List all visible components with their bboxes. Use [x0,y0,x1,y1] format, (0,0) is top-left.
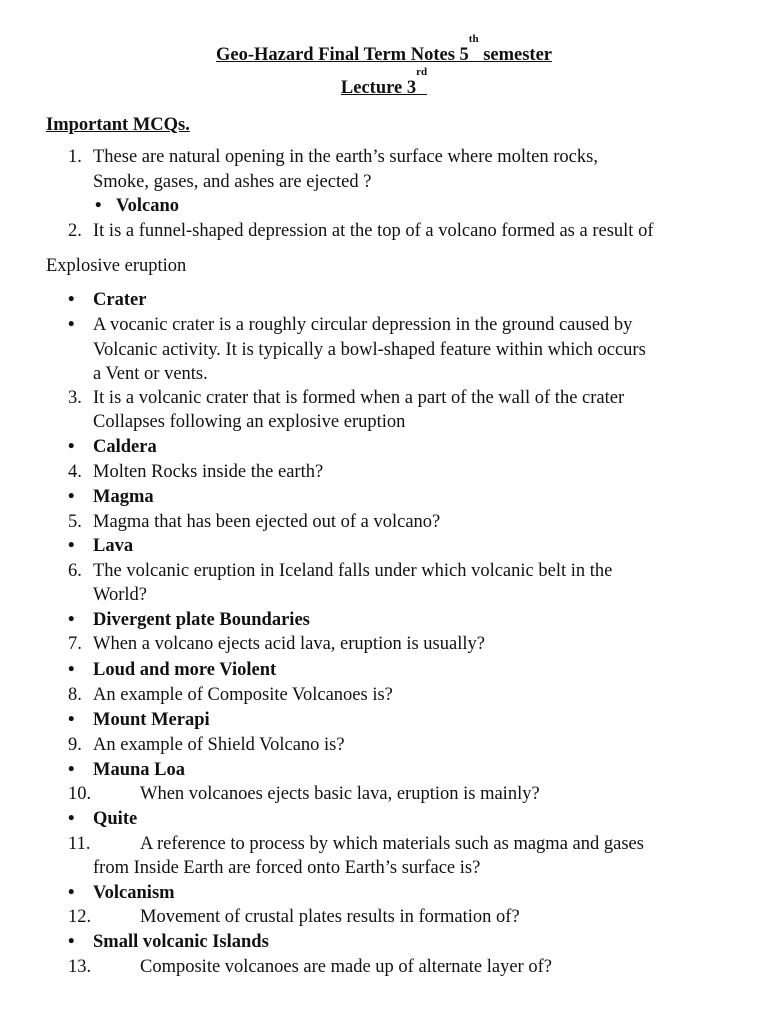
page-title [0,33,768,67]
question-text: An example of Shield Volcano is? [93,735,345,755]
title-superscript: th [468,33,479,45]
bullet-icon: • [68,660,75,680]
bullet-note-line-3: a Vent or vents. [93,364,208,384]
question-number: 11. [68,834,91,854]
question-number: 4. [68,462,82,482]
answer-text: Small volcanic Islands [93,932,269,952]
bullet-icon: • [68,809,75,829]
question-text: Molten Rocks inside the earth? [93,462,324,482]
note-text: A vocanic crater is a roughly circular depression in the ground caused by [93,315,633,335]
answer-text: Loud and more Violent [93,660,277,680]
answer-text: Mount Merapi [93,710,210,730]
bullet-icon: • [68,290,75,310]
bullet-icon: • [68,710,75,730]
question-text: Magma that has been ejected out of a volcano? [93,512,441,532]
lecture-text: Lecture 3 [340,78,417,98]
answer-text: Magma [93,487,154,507]
section-heading-text: Important MCQs. [46,115,190,135]
question-number: 9. [68,735,82,755]
question-number: 13. [68,957,92,977]
bullet-icon: • [68,536,75,556]
question-number: 7. [68,634,82,654]
section-heading [46,113,190,137]
bullet-icon: • [68,883,75,903]
answer-text: Quite [93,809,138,829]
question-number: 5. [68,512,82,532]
question-text: An example of Composite Volcanoes is? [93,685,393,705]
question-11-continuation: from Inside Earth are forced onto Earth’s surface is? [93,858,481,878]
answer-text: Lava [93,536,134,556]
question-number: 8. [68,685,82,705]
question-text: A reference to process by which materials such as magma and gases [140,834,644,854]
title-text: Geo-Hazard Final Term Notes 5 [215,45,469,65]
answer-text: Crater [93,290,147,310]
bullet-icon: • [68,487,75,507]
answer-text: Volcano [116,196,180,216]
question-text: When volcanoes ejects basic lava, eruption is mainly? [140,784,540,804]
question-2-continuation: Explosive eruption [46,256,187,276]
answer-text: Divergent plate Boundaries [93,610,310,630]
bullet-icon: • [95,196,102,216]
question-text: The volcanic eruption in Iceland falls under which volcanic belt in the [93,561,613,581]
question-text: These are natural opening in the earth’s surface where molten rocks, [93,147,598,167]
bullet-icon: • [68,760,75,780]
answer-text: Volcanism [93,883,175,903]
question-number: 1. [68,147,82,167]
answer-text: Mauna Loa [93,760,186,780]
answer-text: Caldera [93,437,157,457]
question-number: 2. [68,221,82,241]
bullet-note-line-2: Volcanic activity. It is typically a bowl-shaped feature within which occurs [93,340,646,360]
question-number: 12. [68,907,92,927]
lecture-superscript: rd [416,66,428,78]
question-text: It is a volcanic crater that is formed when a part of the wall of the crater [93,388,625,408]
question-text: Movement of crustal plates results in formation of? [140,907,520,927]
bullet-icon: • [68,932,75,952]
lecture-subtitle [0,66,768,100]
question-number: 6. [68,561,82,581]
question-text: It is a funnel-shaped depression at the top of a volcano formed as a result of [93,221,654,241]
title-tail: semester [478,45,553,65]
question-text: When a volcano ejects acid lava, eruption is usually? [93,634,485,654]
bullet-icon: • [68,437,75,457]
bullet-icon: • [68,610,75,630]
bullet-icon: • [68,315,75,335]
question-text: Composite volcanoes are made up of alternate layer of? [140,957,552,977]
question-1-continuation: Smoke, gases, and ashes are ejected ? [93,172,372,192]
question-number: 10. [68,784,92,804]
question-6-continuation: World? [93,585,147,605]
question-3-continuation: Collapses following an explosive eruption [93,412,406,432]
question-number: 3. [68,388,82,408]
